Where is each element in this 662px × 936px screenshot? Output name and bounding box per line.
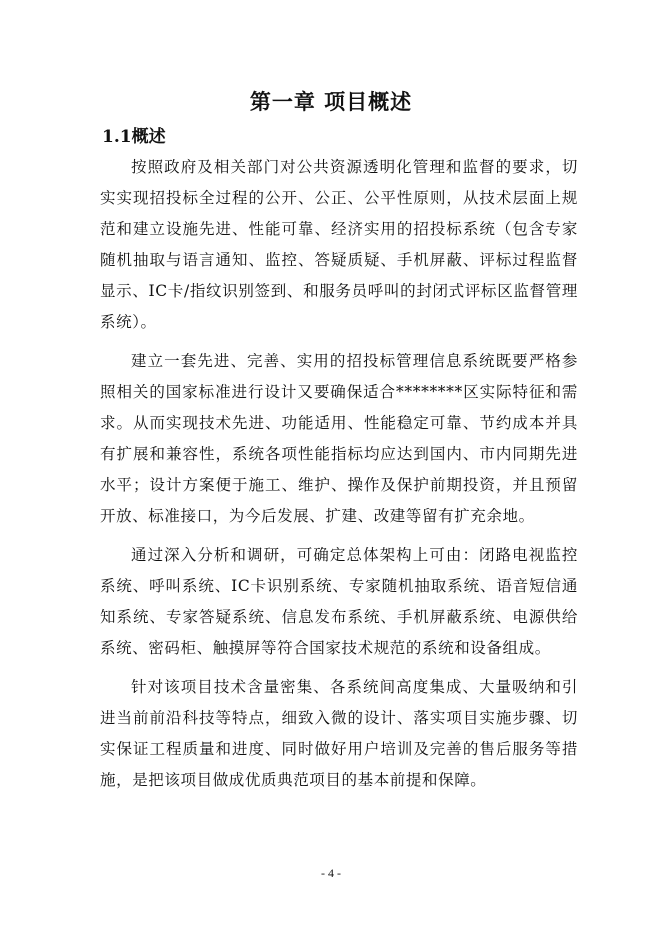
- section-heading: 1.1概述: [102, 127, 166, 147]
- paragraph-3: 通过深入分析和调研，可确定总体架构上可由：闭路电视监控系统、呼叫系统、IC卡识别系统、专家随机抽取系统、语音短信通知系统、专家答疑系统、信息发布系统、手机屏蔽系统、电源供给系统、密码柜、触摸屏等符合国家技术规范的系统和设备组成。: [100, 546, 578, 657]
- chapter-title: 第一章 项目概述: [249, 89, 413, 114]
- page-number: - 4 -: [321, 866, 341, 880]
- body-text: [100, 152, 578, 804]
- paragraph-2: 建立一套先进、完善、实用的招投标管理信息系统既要严格参照相关的国家标准进行设计又要确保适合********区实际特征和需求。从而实现技术先进、功能适用、性能稳定可靠、节约成本并具有扩展和兼容性，系统各项性能指标均应达到国内、市内同期先进水平；设计方案便于施工、维护、操作及保护前期投资，并且预留开放、标准接口，为今后发展、扩建、改建等留有扩充余地。: [100, 352, 578, 525]
- paragraph-4: 针对该项目技术含量密集、各系统间高度集成、大量吸纳和引进当前前沿科技等特点，细致入微的设计、落实项目实施步骤、切实保证工程质量和进度、同时做好用户培训及完善的售后服务等措施，是把该项目做成优质典范项目的基本前提和保障。: [100, 678, 578, 789]
- paragraph-1: 按照政府及相关部门对公共资源透明化管理和监督的要求，切实实现招投标全过程的公开、公正、公平性原则，从技术层面上规范和建立设施先进、性能可靠、经济实用的招投标系统（包含专家随机抽取与语言通知、监控、答疑质疑、手机屏蔽、评标过程监督显示、IC卡/指纹识别签到、和服务员呼叫的封闭式评标区监督管理系统）。: [100, 158, 578, 331]
